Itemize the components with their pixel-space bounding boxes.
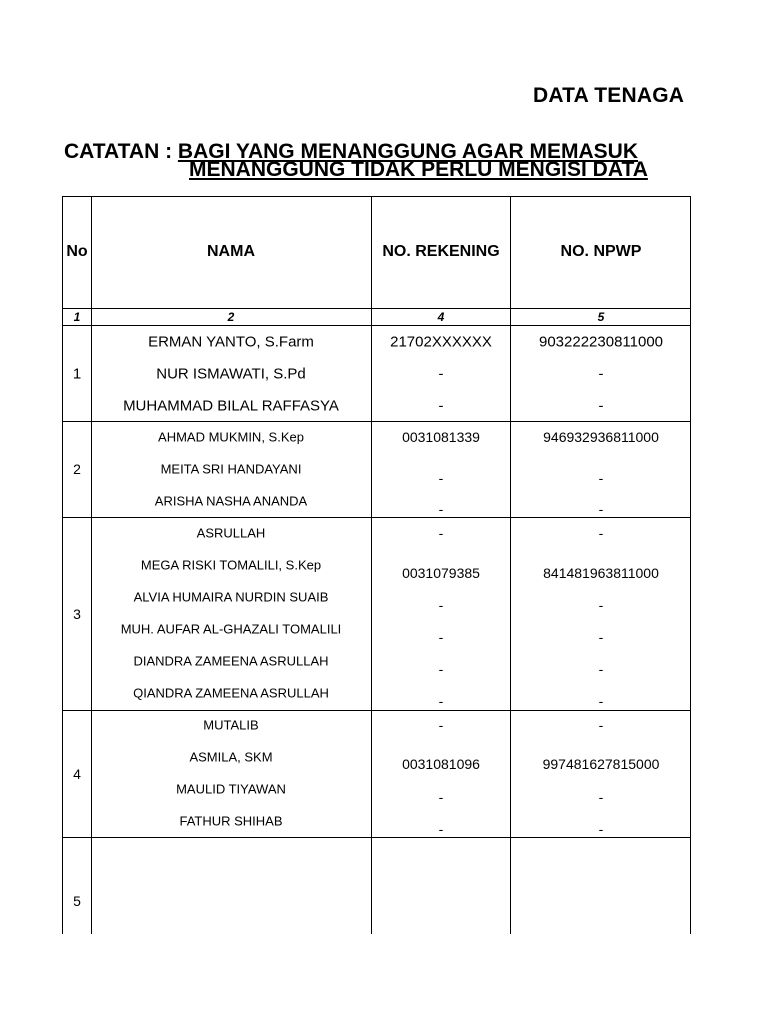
header-nama: NAMA bbox=[207, 243, 255, 260]
row-number: 3 bbox=[73, 606, 81, 622]
name-cell: ASRULLAH bbox=[196, 525, 266, 541]
rekening-cell: 0031081096 bbox=[402, 756, 480, 772]
rekening-cell: - bbox=[438, 629, 444, 645]
row-number: 2 bbox=[73, 461, 81, 477]
table-border bbox=[62, 710, 691, 711]
npwp-cell: - bbox=[598, 789, 604, 805]
table-border bbox=[62, 325, 691, 326]
note-prefix: CATATAN : bbox=[64, 140, 178, 163]
table-border bbox=[62, 196, 63, 934]
note-text-1: BAGI YANG MENANGGUNG AGAR MEMASUK bbox=[177, 140, 639, 163]
row-number: 4 bbox=[73, 766, 81, 782]
name-cell: MEGA RISKI TOMALILI, S.Kep bbox=[140, 557, 322, 573]
table-border bbox=[62, 837, 691, 838]
table-border bbox=[91, 196, 92, 934]
rekening-cell: - bbox=[438, 789, 444, 805]
npwp-cell: - bbox=[598, 693, 604, 709]
npwp-cell: - bbox=[598, 821, 604, 837]
table-border bbox=[62, 308, 691, 309]
name-cell: ERMAN YANTO, S.Farm bbox=[148, 333, 314, 351]
rekening-cell: - bbox=[438, 597, 444, 613]
name-cell: ALVIA HUMAIRA NURDIN SUAIB bbox=[133, 589, 329, 605]
col-number-rekening: 4 bbox=[437, 310, 445, 324]
npwp-cell: 946932936811000 bbox=[543, 429, 659, 445]
rekening-cell: - bbox=[438, 470, 444, 486]
name-cell: MAULID TIYAWAN bbox=[176, 781, 286, 797]
header-rekening: NO. REKENING bbox=[382, 243, 500, 260]
npwp-cell: - bbox=[598, 365, 604, 383]
table-border bbox=[690, 196, 691, 934]
table-border bbox=[62, 421, 691, 422]
table-border bbox=[371, 196, 372, 934]
rekening-cell: - bbox=[438, 501, 444, 517]
rekening-cell: - bbox=[438, 821, 444, 837]
rekening-cell: - bbox=[438, 397, 444, 415]
rekening-cell: - bbox=[438, 365, 444, 383]
name-cell: ARISHA NASHA ANANDA bbox=[154, 493, 308, 509]
npwp-cell: 997481627815000 bbox=[542, 756, 660, 772]
npwp-cell: - bbox=[598, 629, 604, 645]
table-border bbox=[510, 196, 511, 934]
npwp-cell: - bbox=[598, 525, 604, 541]
name-cell: AHMAD MUKMIN, S.Kep bbox=[158, 429, 304, 445]
name-cell: ASMILA, SKM bbox=[189, 749, 273, 765]
rekening-cell: - bbox=[438, 661, 444, 677]
table-border bbox=[62, 196, 691, 197]
npwp-cell: 841481963811000 bbox=[543, 565, 659, 581]
name-cell: MUH. AUFAR AL-GHAZALI TOMALILI bbox=[120, 621, 342, 637]
rekening-cell: 21702XXXXXX bbox=[390, 333, 492, 351]
note-line-2 bbox=[189, 158, 648, 182]
row-number: 5 bbox=[73, 893, 81, 909]
header-npwp: NO. NPWP bbox=[560, 243, 642, 260]
npwp-cell: - bbox=[598, 597, 604, 613]
rekening-cell: 0031081339 bbox=[402, 429, 480, 445]
name-cell: NUR ISMAWATI, S.Pd bbox=[156, 365, 306, 383]
npwp-cell: - bbox=[598, 397, 604, 415]
name-cell: MUTALIB bbox=[203, 717, 259, 733]
npwp-cell: - bbox=[598, 717, 604, 733]
header-no: No bbox=[66, 243, 88, 260]
npwp-cell: - bbox=[598, 470, 604, 486]
name-cell: QIANDRA ZAMEENA ASRULLAH bbox=[133, 685, 329, 701]
name-cell: MUHAMMAD BILAL RAFFASYA bbox=[123, 397, 339, 415]
npwp-cell: - bbox=[598, 501, 604, 517]
npwp-cell: - bbox=[598, 661, 604, 677]
rekening-cell: - bbox=[438, 717, 444, 733]
note-text-2: MENANGGUNG TIDAK PERLU MENGISI DATA bbox=[189, 158, 648, 181]
col-number-nama: 2 bbox=[227, 310, 235, 324]
col-number-no: 1 bbox=[73, 310, 81, 324]
rekening-cell: 0031079385 bbox=[402, 565, 480, 581]
name-cell: FATHUR SHIHAB bbox=[179, 813, 283, 829]
table-border bbox=[62, 517, 691, 518]
col-number-npwp: 5 bbox=[597, 310, 605, 324]
name-cell: MEITA SRI HANDAYANI bbox=[160, 461, 302, 477]
name-cell: DIANDRA ZAMEENA ASRULLAH bbox=[133, 653, 329, 669]
rekening-cell: - bbox=[438, 525, 444, 541]
row-number: 1 bbox=[72, 365, 82, 383]
rekening-cell: - bbox=[438, 693, 444, 709]
page-title: DATA TENAGA bbox=[533, 84, 685, 107]
npwp-cell: 903222230811000 bbox=[538, 333, 664, 351]
